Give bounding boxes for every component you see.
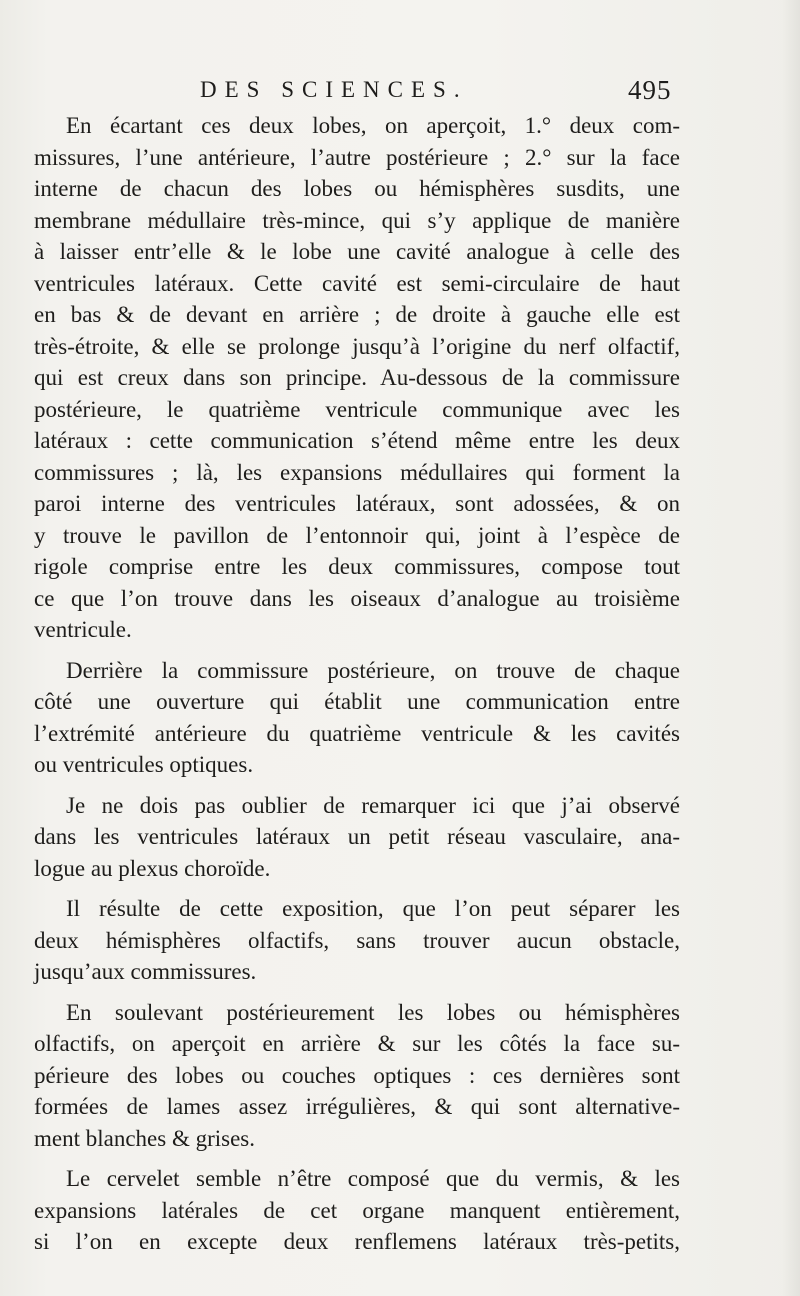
text-line: En écartant ces deux lobes, on aperçoit, 1.° deux com- bbox=[66, 113, 680, 138]
text-line: expansions latérales de cet organe manquent entièrement, bbox=[34, 1197, 680, 1223]
text-line: logue au plexus choroïde. bbox=[34, 855, 271, 881]
text-line: à laisser entr’elle & le lobe une cavité analogue à celle des bbox=[34, 239, 680, 264]
text-line: si l’on en excepte deux renflemens latéraux très-petits, bbox=[34, 1229, 680, 1254]
text-line: commissures ; là, les expansions médullaires qui forment la bbox=[34, 459, 680, 485]
text-line: dans les ventricules latéraux un petit réseau vasculaire, ana- bbox=[34, 824, 680, 849]
text-line: très-étroite, & elle se prolonge jusqu’à l’origine du nerf olfactif, bbox=[34, 333, 680, 359]
paragraph bbox=[34, 655, 680, 781]
text-line: y trouve le pavillon de l’entonnoir qui, joint à l’espèce de bbox=[34, 522, 680, 548]
running-title: DES SCIENCES. bbox=[200, 77, 468, 102]
text-line: membrane médullaire très-mince, qui s’y applique de manière bbox=[34, 207, 680, 233]
text-line: Il résulte de cette exposition, que l’on peut séparer les bbox=[66, 896, 680, 921]
text-line: missures, l’une antérieure, l’autre postérieure ; 2.° sur la face bbox=[34, 144, 680, 170]
text-line: En soulevant postérieurement les lobes ou hémisphères bbox=[66, 999, 680, 1025]
text-line: ventricule. bbox=[34, 617, 132, 642]
text-line: ce que l’on trouve dans les oiseaux d’analogue au troisième bbox=[34, 585, 680, 611]
text-line: deux hémisphères olfactifs, sans trouver aucun obstacle, bbox=[34, 927, 680, 953]
text-line: Derrière la commissure postérieure, on trouve de chaque bbox=[66, 657, 680, 683]
text-line: olfactifs, on aperçoit en arrière & sur les côtés la face su- bbox=[34, 1031, 680, 1056]
text-line: formées de lames assez irrégulières, & qui sont alternative- bbox=[34, 1094, 680, 1119]
text-line: ventricules latéraux. Cette cavité est semi-circulaire de haut bbox=[34, 270, 680, 296]
text-line: périeure des lobes ou couches optiques : ces dernières sont bbox=[34, 1062, 680, 1088]
page-edge-shadow bbox=[782, 0, 800, 1296]
paragraph bbox=[34, 893, 680, 988]
text-line: côté une ouverture qui établit une communication entre bbox=[34, 689, 680, 714]
paragraph bbox=[34, 997, 680, 1155]
text-line: rigole comprise entre les deux commissures, compose tout bbox=[34, 554, 680, 579]
text-line: paroi interne des ventricules latéraux, sont adossées, & on bbox=[34, 491, 680, 516]
paragraph bbox=[34, 1163, 680, 1258]
text-line: jusqu’aux commissures. bbox=[34, 959, 257, 984]
text-line: ou ventricules optiques. bbox=[34, 752, 254, 777]
body-text bbox=[34, 110, 680, 1258]
page-header bbox=[0, 74, 800, 110]
text-line: ment blanches & grises. bbox=[34, 1125, 256, 1151]
text-line: qui est creux dans son principe. Au-dessous de la commissure bbox=[34, 365, 680, 390]
text-line: en bas & de devant en arrière ; de droite à gauche elle est bbox=[34, 302, 680, 327]
text-line: l’extrémité antérieure du quatrième ventricule & les cavités bbox=[34, 720, 680, 746]
page-number: 495 bbox=[628, 75, 672, 105]
text-line: latéraux : cette communication s’étend même entre les deux bbox=[34, 428, 680, 453]
text-line: Je ne dois pas oublier de remarquer ici que j’ai observé bbox=[66, 792, 680, 818]
paragraph bbox=[34, 790, 680, 885]
paragraph bbox=[34, 110, 680, 646]
text-line: Le cervelet semble n’être composé que du vermis, & les bbox=[66, 1166, 680, 1191]
text-line: interne de chacun des lobes ou hémisphères susdits, une bbox=[34, 176, 680, 201]
text-line: postérieure, le quatrième ventricule communique avec les bbox=[34, 396, 680, 422]
